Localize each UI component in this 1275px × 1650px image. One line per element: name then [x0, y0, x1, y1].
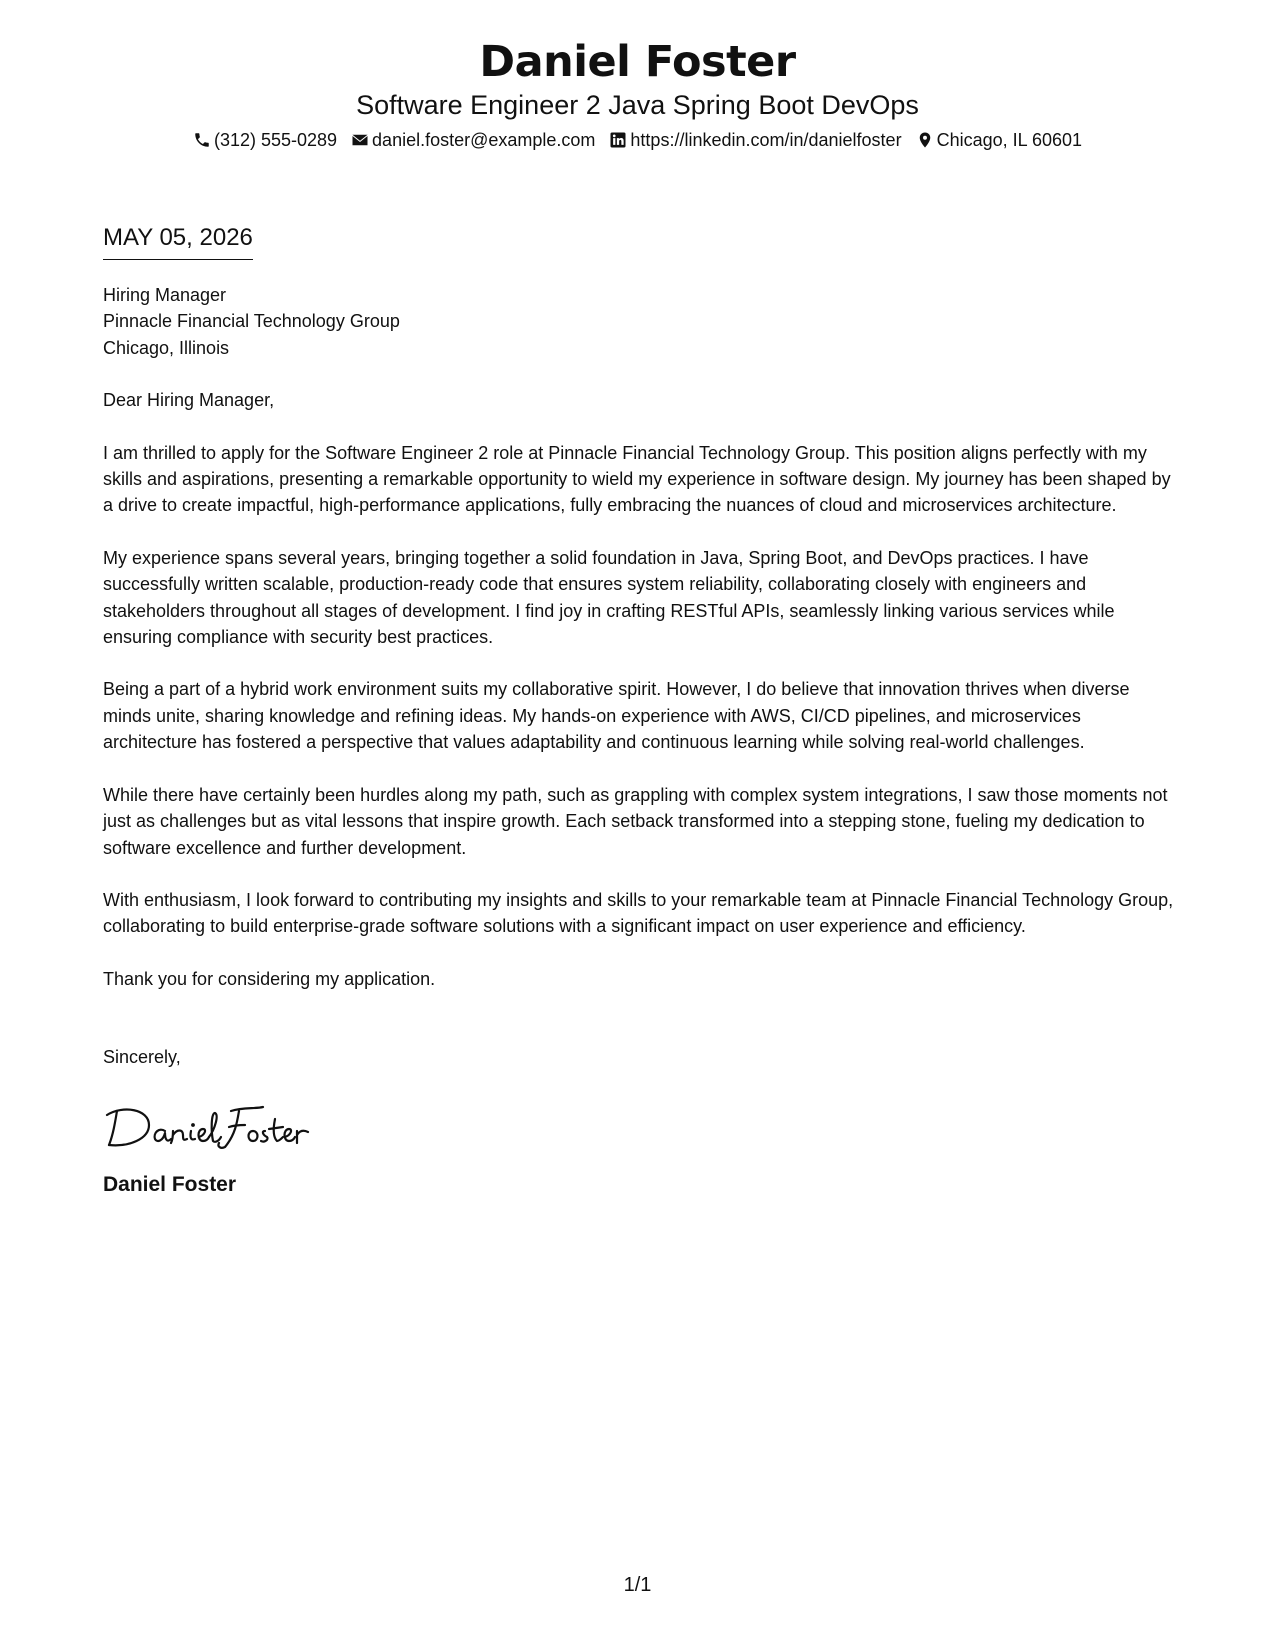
- recipient-company: Pinnacle Financial Technology Group: [103, 311, 400, 332]
- letter-header: [0, 36, 1275, 152]
- envelope-icon: [351, 131, 369, 149]
- location-text: Chicago, IL 60601: [936, 130, 1083, 150]
- paragraph: My experience spans several years, bringing together a solid foundation in Java, Spring Boot, and DevOps practices. I have successfully written scalable, production-ready code that ensures system reliability, collaborating closely with engineers and stakeholders throughout all stages of development. I find joy in crafting RESTful APIs, seamlessly linking various services while ensuring compliance with security best practices.: [103, 547, 1115, 648]
- contact-bar: [0, 128, 1275, 152]
- salutation: Dear Hiring Manager,: [103, 390, 275, 411]
- signed-name: Daniel Foster: [103, 1172, 237, 1196]
- email-text: daniel.foster@example.com: [372, 130, 596, 150]
- handwritten-signature: [103, 1101, 1178, 1153]
- applicant-name: Daniel Foster: [479, 37, 796, 87]
- page-number: 1/1: [623, 1574, 652, 1596]
- paragraph: Thank you for considering my application.: [103, 968, 436, 989]
- contact-location: [916, 128, 1082, 152]
- letter-date: MAY 05, 2026: [103, 222, 253, 260]
- phone-text: (312) 555-0289: [213, 130, 338, 150]
- applicant-role: Software Engineer 2 Java Spring Boot DevOps: [356, 90, 919, 120]
- recipient-location: Chicago, Illinois: [103, 337, 230, 358]
- phone-icon: [193, 131, 211, 149]
- paragraph: While there have certainly been hurdles along my path, such as grappling with complex system integrations, I saw those moments not just as challenges but as vital lessons that inspire growth. Each setback transformed into a stepping stone, fueling my dedication to software excellence and further development.: [103, 784, 1168, 858]
- contact-phone[interactable]: [193, 128, 337, 152]
- paragraph: Being a part of a hybrid work environment suits my collaborative spirit. However, I do believe that innovation thrives when diverse minds unite, sharing knowledge and refining ideas. My hands-on experience with AWS, CI/CD pipelines, and microservices architecture has fostered a perspective that values adaptability and continuous learning while solving real-world challenges.: [103, 679, 1130, 753]
- contact-linkedin[interactable]: [609, 128, 901, 152]
- paragraph: I am thrilled to apply for the Software Engineer 2 role at Pinnacle Financial Technology Group. This position aligns perfectly with my skills and aspirations, presenting a remarkable opportunity to wield my experience in software design. My journey has been shaped by a drive to create impactful, high-performance applications, fully embracing the nuances of cloud and microservices architecture.: [103, 442, 1171, 516]
- closing: Sincerely,: [103, 1047, 181, 1068]
- map-marker-icon: [916, 131, 934, 149]
- recipient-title: Hiring Manager: [103, 285, 227, 305]
- letter-body: [103, 222, 1178, 1199]
- contact-email[interactable]: [351, 128, 595, 152]
- paragraph: With enthusiasm, I look forward to contributing my insights and skills to your remarkable team at Pinnacle Financial Technology Group, collaborating to build enterprise-grade software solutions with a significant impact on user experience and efficiency.: [103, 889, 1174, 937]
- recipient-block: [103, 282, 1178, 361]
- linkedin-text: https://linkedin.com/in/danielfoster: [630, 130, 902, 150]
- linkedin-icon: [609, 131, 627, 149]
